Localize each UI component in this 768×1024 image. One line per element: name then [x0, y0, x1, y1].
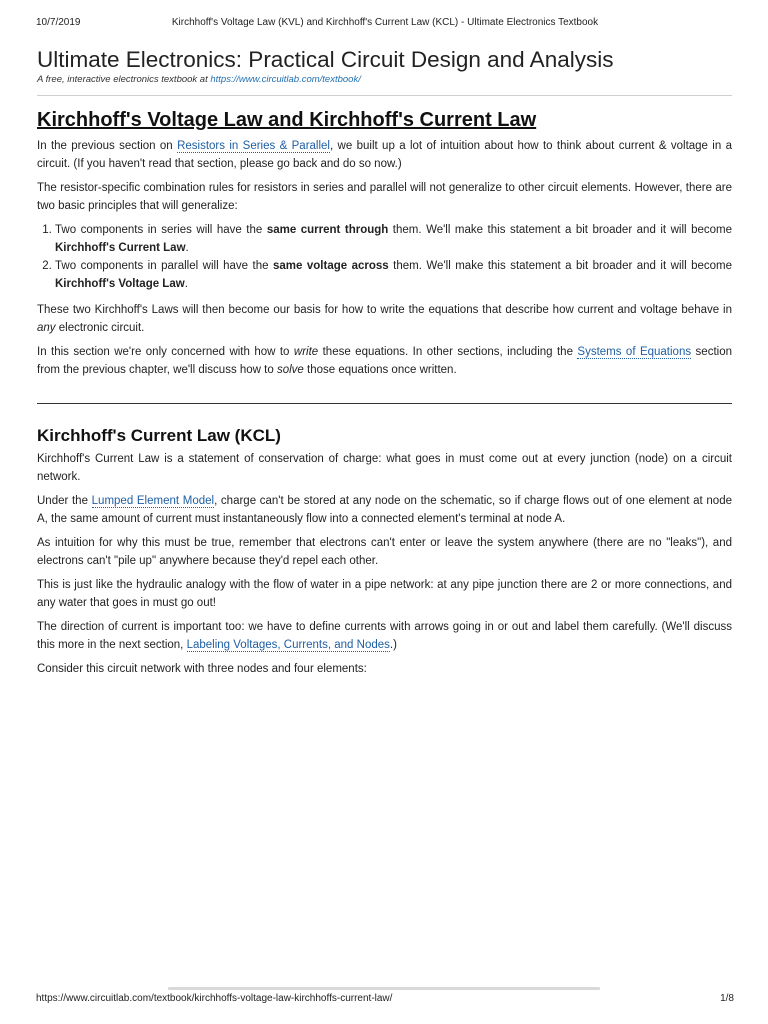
text: , charge can't be stored at any node on the schematic, so if charge flows out of one element at node A, the same amount of current must instantaneously flow into a connected element's terminal at node A. — [37, 495, 732, 525]
current-direction-paragraph — [37, 618, 732, 654]
principles-paragraph: The resistor-specific combination rules for resistors in series and parallel will not generalize to other circuit elements. However, there are two basic principles that will generalize: — [37, 182, 732, 212]
text: these equations. In other sections, including the — [318, 346, 578, 358]
text: .) — [389, 639, 397, 651]
systems-of-equations-link[interactable]: Systems of Equations — [577, 346, 692, 358]
lumped-model-paragraph — [37, 492, 732, 528]
lumped-element-model-link[interactable]: Lumped Element Model — [91, 495, 215, 507]
textbook-link[interactable]: https://www.circuitlab.com/textbook/ — [210, 74, 361, 85]
emphasis: solve — [276, 364, 304, 376]
hydraulic-analogy-paragraph: This is just like the hydraulic analogy with the flow of water in a pipe network: at any pipe junction there are 2 or more connections, and any water that goes in must go out! — [37, 579, 732, 609]
site-subtitle — [37, 74, 732, 86]
law-name: Kirchhoff's Voltage Law — [55, 278, 185, 290]
text: section from the previous chapter, we'll discuss how to — [37, 346, 732, 376]
print-header — [36, 14, 734, 28]
text: those equations once written. — [303, 364, 457, 376]
text: . — [184, 278, 188, 290]
print-footer — [36, 993, 734, 1007]
header-divider — [37, 95, 732, 96]
horizontal-scrollbar[interactable] — [168, 987, 600, 990]
text: Two components in series will have the — [55, 224, 267, 236]
kcl-heading: Kirchhoff's Current Law (KCL) — [37, 426, 281, 445]
resistors-series-parallel-link[interactable]: Resistors in Series & Parallel — [177, 140, 330, 152]
intuition-paragraph: As intuition for why this must be true, remember that electrons can't enter or leave the system anywhere (there are no "leaks"), and electrons can't "pile up" anywhere because they'd repel each other. — [37, 537, 732, 567]
intro-paragraph — [37, 137, 732, 173]
text: them. We'll make this statement a bit broader and it will become — [388, 224, 732, 236]
print-date: 10/7/2019 — [36, 17, 81, 28]
laws-basis-paragraph — [37, 301, 732, 337]
list-item — [55, 257, 732, 293]
circuit-intro-paragraph: Consider this circuit network with three nodes and four elements: — [37, 663, 367, 675]
scope-paragraph — [37, 343, 732, 379]
article-heading: Kirchhoff's Voltage Law and Kirchhoff's Current Law — [37, 109, 537, 131]
list-item — [55, 221, 732, 257]
site-title: Ultimate Electronics: Practical Circuit Design and Analysis — [37, 47, 614, 72]
principles-list — [37, 221, 732, 293]
text: Two components in parallel will have the — [55, 260, 273, 272]
bold-text: same voltage across — [272, 260, 389, 272]
page-url: https://www.circuitlab.com/textbook/kirchhoffs-voltage-law-kirchhoffs-current-law/ — [36, 993, 393, 1004]
text: In the previous section on — [37, 140, 178, 152]
text: In this section we're only concerned with how to — [37, 346, 294, 358]
site-subtitle-text: A free, interactive electronics textbook at — [37, 74, 211, 85]
labeling-link[interactable]: Labeling Voltages, Currents, and Nodes — [186, 639, 390, 651]
text: . — [185, 242, 189, 254]
text: electronic circuit. — [55, 322, 145, 334]
law-name: Kirchhoff's Current Law — [55, 242, 186, 254]
section-divider — [37, 403, 732, 404]
text: These two Kirchhoff's Laws will then become our basis for how to write the equations that describe how current and voltage behave in — [37, 304, 732, 316]
emphasis: write — [293, 346, 319, 358]
print-page-title: Kirchhoff's Voltage Law (KVL) and Kirchhoff's Current Law (KCL) - Ultimate Electronics Textbook — [171, 17, 599, 28]
text: Under the — [37, 495, 92, 507]
page-number: 1/8 — [720, 993, 734, 1004]
kcl-definition-paragraph: Kirchhoff's Current Law is a statement of conservation of charge: what goes in must come out at every junction (node) on a circuit network. — [37, 453, 732, 483]
emphasis: any — [37, 322, 56, 334]
text: them. We'll make this statement a bit broader and it will become — [388, 260, 733, 272]
text: , we built up a lot of intuition about how to think about current & voltage in a circuit. (If you haven't read that section, please go back and do so now.) — [37, 140, 733, 170]
page-content — [37, 46, 732, 684]
text: The direction of current is important too: we have to define currents with arrows going in or out and label them carefully. (We'll discuss this more in the next section, — [37, 621, 732, 651]
bold-text: same current through — [266, 224, 389, 236]
